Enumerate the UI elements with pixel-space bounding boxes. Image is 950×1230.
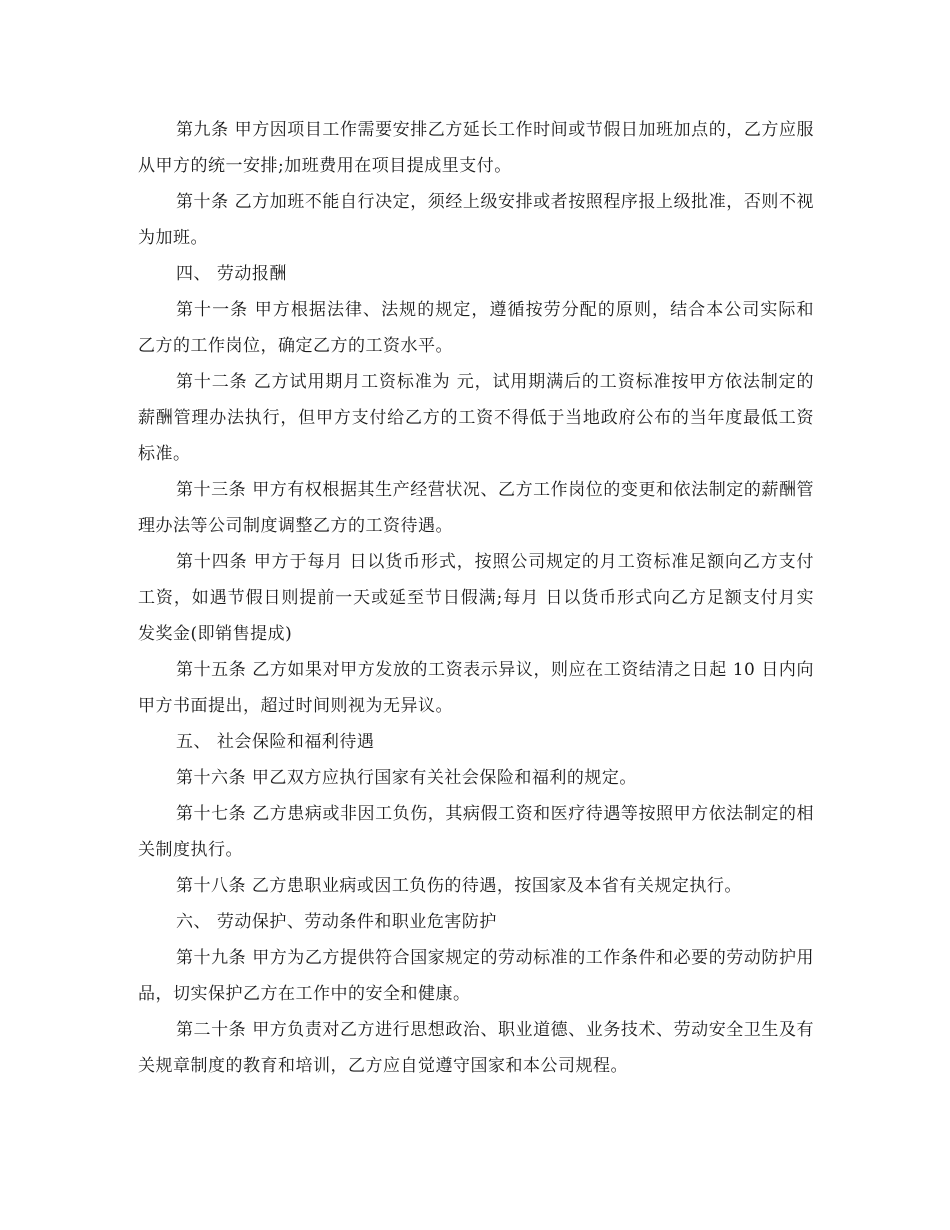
document-page bbox=[138, 112, 814, 1084]
article-18: 第十八条 乙方患职业病或因工负伤的待遇，按国家及本省有关规定执行。 bbox=[176, 876, 742, 896]
article-13: 第十三条 甲方有权根据其生产经营状况、乙方工作岗位的变更和依法制定的薪酬管理办法等公司制度调整乙方的工资待遇。 bbox=[138, 480, 814, 536]
article-14: 第十四条 甲方于每月 日以货币形式，按照公司规定的月工资标准足额向乙方支付工资，如遇节假日则提前一天或延至节日假满;每月 日以货币形式向乙方足额支付月实发奖金(即销售提成) bbox=[138, 552, 814, 644]
article-10: 第十条 乙方加班不能自行决定，须经上级安排或者按照程序报上级批准，否则不视为加班。 bbox=[138, 192, 814, 248]
article-9: 第九条 甲方因项目工作需要安排乙方延长工作时间或节假日加班加点的，乙方应服从甲方的统一安排;加班费用在项目提成里支付。 bbox=[138, 120, 814, 176]
article-19: 第十九条 甲方为乙方提供符合国家规定的劳动标准的工作条件和必要的劳动防护用品，切实保护乙方在工作中的安全和健康。 bbox=[138, 948, 814, 1004]
article-12: 第十二条 乙方试用期月工资标准为 元，试用期满后的工资标准按甲方依法制定的薪酬管理办法执行，但甲方支付给乙方的工资不得低于当地政府公布的当年度最低工资标准。 bbox=[138, 372, 814, 464]
article-16: 第十六条 甲乙双方应执行国家有关社会保险和福利的规定。 bbox=[176, 768, 637, 788]
section-heading-6: 六、 劳动保护、劳动条件和职业危害防护 bbox=[176, 912, 497, 932]
article-17: 第十七条 乙方患病或非因工负伤，其病假工资和医疗待遇等按照甲方依法制定的相关制度执行。 bbox=[138, 804, 814, 860]
section-heading-4: 四、 劳动报酬 bbox=[176, 264, 287, 284]
article-20: 第二十条 甲方负责对乙方进行思想政治、职业道德、业务技术、劳动安全卫生及有关规章制度的教育和培训，乙方应自觉遵守国家和本公司规程。 bbox=[138, 1020, 814, 1076]
article-11: 第十一条 甲方根据法律、法规的规定，遵循按劳分配的原则，结合本公司实际和 乙方的工作岗位，确定乙方的工资水平。 bbox=[138, 300, 814, 356]
article-15: 第十五条 乙方如果对甲方发放的工资表示异议，则应在工资结清之日起 10 日内向甲方书面提出，超过时间则视为无异议。 bbox=[138, 660, 814, 716]
section-heading-5: 五、 社会保险和福利待遇 bbox=[176, 732, 375, 752]
